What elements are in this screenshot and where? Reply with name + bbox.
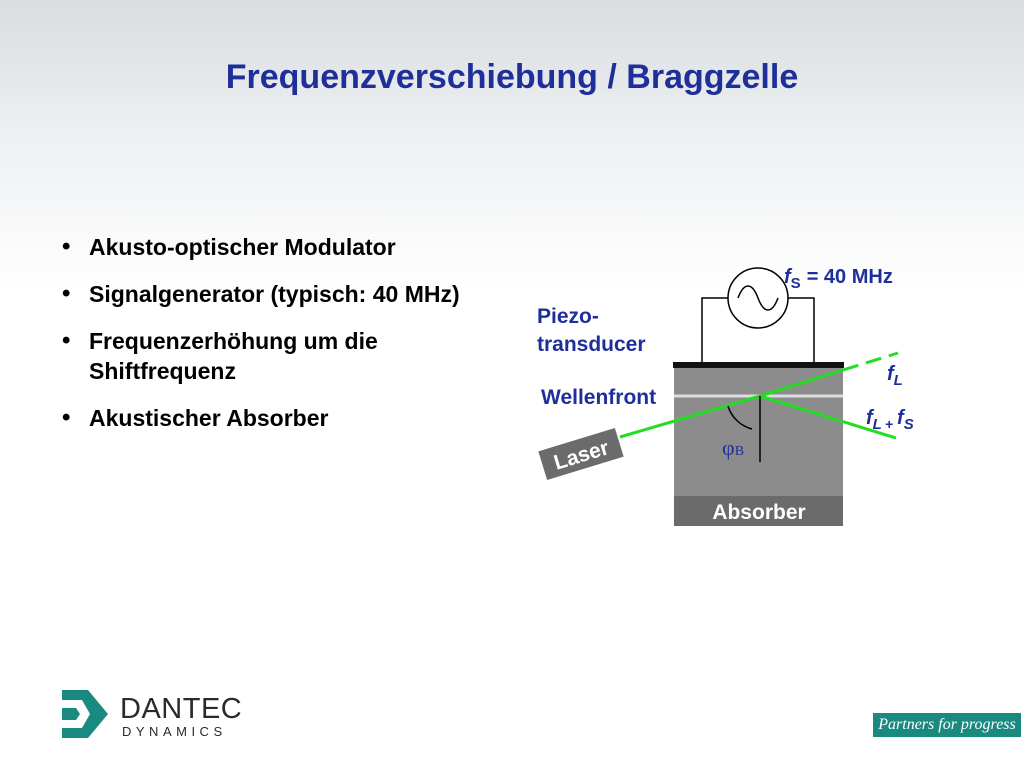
- bragg-angle-label: φB: [722, 435, 745, 460]
- bullet-dot-icon: •: [62, 233, 71, 260]
- dantec-logo: [62, 690, 262, 742]
- piezo-transducer-bar: [673, 362, 844, 368]
- partners-tagline: Partners for progress: [873, 713, 1021, 737]
- wellenfront-label: Wellenfront: [541, 386, 657, 409]
- laser-label: Laser: [551, 436, 612, 475]
- fl-label: $f_L$: [887, 363, 903, 389]
- generator-wire: [788, 298, 814, 362]
- absorber-label: Absorber: [712, 501, 806, 524]
- logo-subtitle: DYNAMICS: [122, 724, 227, 739]
- generator-wire: [702, 298, 728, 362]
- bullet-text: Frequenzerhöhung um die Shiftfrequenz: [89, 328, 378, 384]
- bullet-text: Signalgenerator (typisch: 40 MHz): [89, 281, 460, 307]
- slide-title: Frequenzverschiebung / Braggzelle: [225, 58, 799, 96]
- dantec-logo-icon: [62, 690, 108, 738]
- laser-source: [538, 428, 623, 480]
- piezo-label: Piezo- transducer: [537, 305, 646, 356]
- fl-plus-fs-label: $f_L + f_S$: [866, 407, 914, 433]
- bullet-dot-icon: •: [62, 280, 71, 307]
- logo-wordmark: DANTEC: [120, 693, 243, 725]
- bullet-dot-icon: •: [62, 327, 71, 354]
- bullet-text: Akustischer Absorber: [89, 405, 329, 431]
- bullet-dot-icon: •: [62, 404, 71, 431]
- bragg-cell: [674, 366, 843, 496]
- fs-label: $f_S = 40$ MHz: [784, 266, 893, 292]
- bullet-text: Akusto-optischer Modulator: [89, 234, 396, 260]
